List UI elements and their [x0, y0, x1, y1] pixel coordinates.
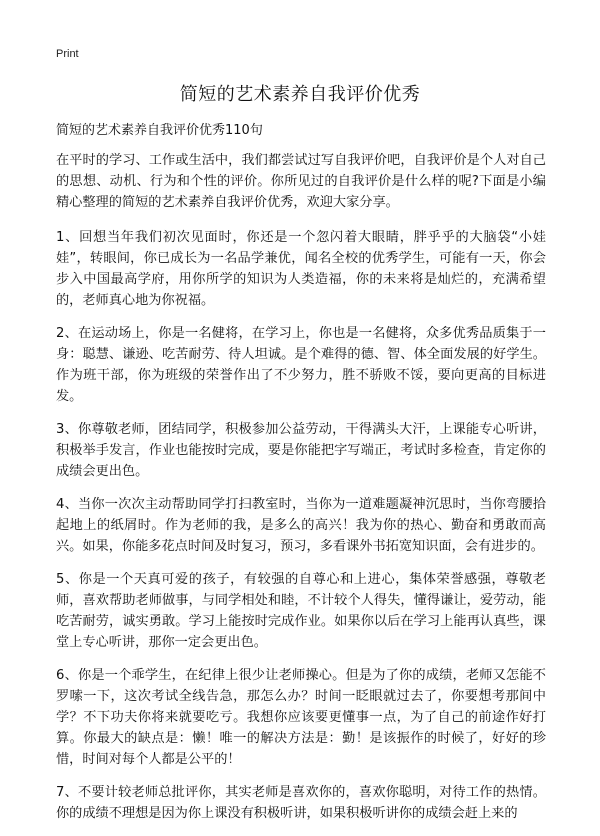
- list-item: 1、回想当年我们初次见面时，你还是一个忽闪着大眼睛，胖乎乎的大脑袋“小娃娃”，转眼间，你已成长为一名品学兼优，闻名全校的优秀学生，可能有一天，你会步入中国最高学府，用你所学的知识为人类造福，你的未来将是灿烂的，充满希望的，老师真心地为你祝福。: [56, 230, 546, 308]
- list-item: 3、你尊敬老师，团结同学，积极参加公益劳动，干得满头大汗，上课能专心听讲，积极举手发言，作业也能按时完成，要是你能把字写端正，考试时多检查，肯定你的成绩会更出色。: [56, 422, 546, 479]
- subtitle: 简短的艺术素养自我评价优秀110句: [56, 123, 263, 138]
- article-body: [56, 150, 546, 836]
- list-item: 6、你是一个乖学生，在纪律上很少让老师操心。但是为了你的成绩，老师又怎能不罗嗦一下，这次考试全线告急，那怎么办？时间一眨眼就过去了，你要想考那间中学？不下功夫你将来就要吃亏。我想你应该要更懂事一点，为了自己的前途作好打算。你最大的缺点是：懒！唯一的解决方法是：勤！是该振作的时候了，好好的珍惜，时间对每个人都是公平的！: [56, 668, 546, 767]
- page-title: 简短的艺术素养自我评价优秀: [179, 84, 421, 105]
- intro-paragraph: 在平时的学习、工作或生活中，我们都尝试过写自我评价吧，自我评价是个人对自己的思想、动机、行为和个性的评价。你所见过的自我评价是什么样的呢?下面是小编精心整理的简短的艺术素养自我评价优秀，欢迎大家分享。: [56, 153, 546, 210]
- list-item: 4、当你一次次主动帮助同学打扫教室时，当你为一道难题凝神沉思时，当你弯腰拾起地上的纸屑时。作为老师的我，是多么的高兴！我为你的热心、勤奋和勇敢而高兴。如果，你能多花点时间及时复习，预习，多看课外书拓宽知识面，会有进步的。: [56, 497, 546, 554]
- list-item: 2、在运动场上，你是一名健将，在学习上，你也是一名健将，众多优秀品质集于一身：聪慧、谦逊、吃苦耐劳、待人坦诚。是个难得的德、智、体全面发展的好学生。作为班干部，你为班级的荣誉作出了不少努力，胜不骄败不馁，要向更高的目标进发。: [56, 326, 546, 404]
- list-item: 5、你是一个天真可爱的孩子，有较强的自尊心和上进心，集体荣誉感强，尊敬老师，喜欢帮助老师做事，与同学相处和睦，不计较个人得失，懂得谦让，爱劳动，能吃苦耐劳，诚实勇敢。学习上能按时完成作业。如果你以后在学习上能再认真些，课堂上专心听讲，那你一定会更出色。: [56, 572, 546, 650]
- print-label[interactable]: Print: [56, 48, 79, 60]
- list-item: 7、不要计较老师总批评你，其实老师是喜欢你的，喜欢你聪明，对待工作的热情。你的成绩不理想是因为你上课没有积极听讲，如果积极听讲你的成绩会赶上来的: [56, 785, 546, 821]
